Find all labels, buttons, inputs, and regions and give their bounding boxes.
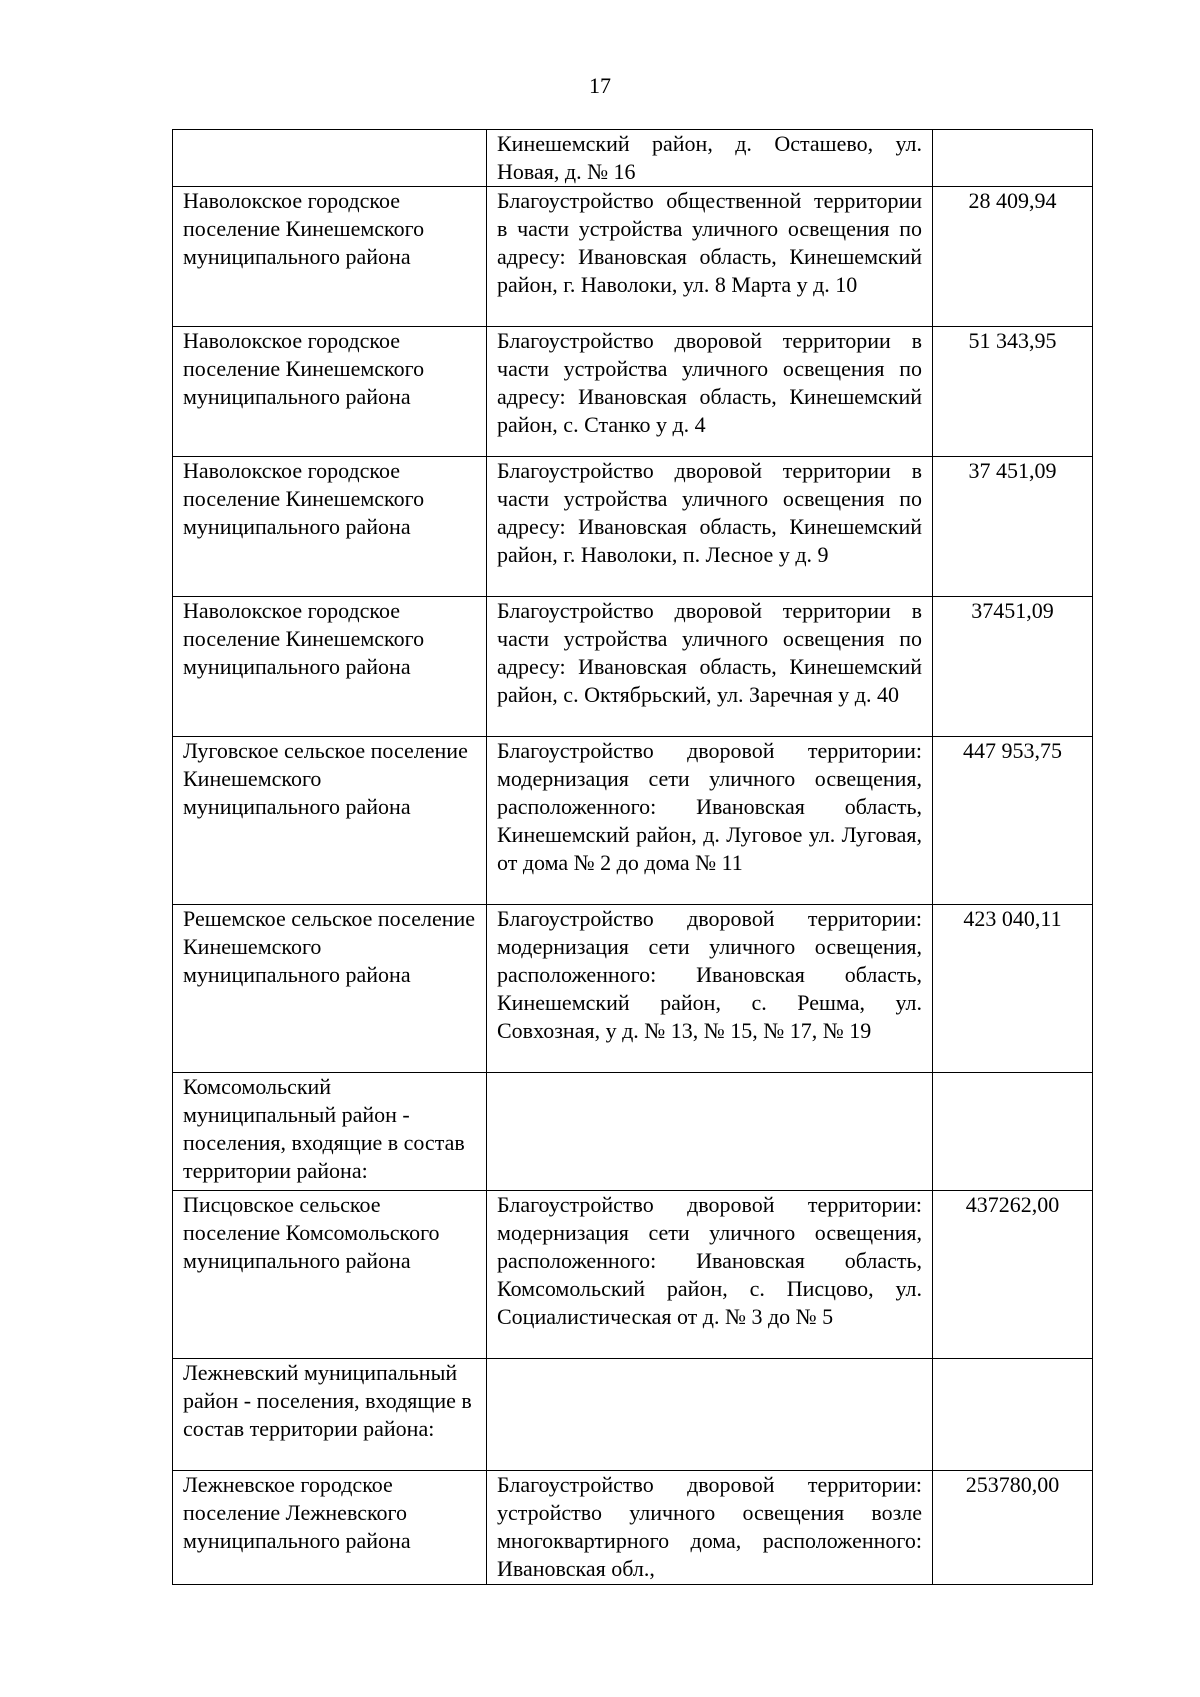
amount-cell: 51 343,95 [933,327,1093,457]
amount-cell: 447 953,75 [933,737,1093,905]
amount-cell: 437262,00 [933,1191,1093,1359]
amount-cell: 28 409,94 [933,187,1093,327]
amount-cell [933,1073,1093,1191]
table-row [173,737,1093,905]
description-cell [487,1073,933,1191]
settlement-cell [173,130,487,187]
amount-cell [933,130,1093,187]
settlement-cell: Писцовское сельское поселение Комсомольского муниципального района [173,1191,487,1359]
table-row [173,1471,1093,1585]
table-row [173,1191,1093,1359]
data-table [172,129,1093,1585]
description-cell: Благоустройство дворовой территории в части устройства уличного освещения по адресу: Ивановская область, Кинешемский район, с. Октябрьский, ул. Заречная у д. 40 [487,597,933,737]
settlement-cell: Луговское сельское поселение Кинешемского муниципального района [173,737,487,905]
table-row [173,905,1093,1073]
settlement-cell: Лежневский муниципальный район - поселения, входящие в состав территории района: [173,1359,487,1471]
description-cell: Благоустройство дворовой территории: модернизация сети уличного освещения, расположенного: Ивановская область, Кинешемский район, д. Луговое ул. Луговая, от дома № 2 до дома № 11 [487,737,933,905]
amount-cell: 423 040,11 [933,905,1093,1073]
description-cell [487,1359,933,1471]
table-row [173,457,1093,597]
table-row [173,597,1093,737]
table-row [173,327,1093,457]
description-cell: Благоустройство дворовой территории: устройство уличного освещения возле многоквартирного дома, расположенного: Ивановская обл., [487,1471,933,1585]
table-row [173,1073,1093,1191]
table-row [173,130,1093,187]
amount-cell [933,1359,1093,1471]
description-cell: Благоустройство дворовой территории: модернизация сети уличного освещения, расположенного: Ивановская область, Кинешемский район, с. Решма, ул. Совхозная, у д. № 13, № 15, № 17, № 19 [487,905,933,1073]
settlement-cell: Лежневское городское поселение Лежневского муниципального района [173,1471,487,1585]
table-row [173,1359,1093,1471]
description-cell: Благоустройство дворовой территории в части устройства уличного освещения по адресу: Ивановская область, Кинешемский район, с. Станко у д. 4 [487,327,933,457]
page-number: 17 [589,73,611,98]
amount-cell: 37451,09 [933,597,1093,737]
amount-cell: 37 451,09 [933,457,1093,597]
settlement-cell: Комсомольский муниципальный район - поселения, входящие в состав территории района: [173,1073,487,1191]
settlement-cell: Решемское сельское поселение Кинешемского муниципального района [173,905,487,1073]
description-cell: Благоустройство дворовой территории в части устройства уличного освещения по адресу: Ивановская область, Кинешемский район, г. Наволоки, п. Лесное у д. 9 [487,457,933,597]
amount-cell: 253780,00 [933,1471,1093,1585]
description-cell: Благоустройство общественной территории в части устройства уличного освещения по адресу: Ивановская область, Кинешемский район, г. Наволоки, ул. 8 Марта у д. 10 [487,187,933,327]
table-row [173,187,1093,327]
description-cell: Благоустройство дворовой территории: модернизация сети уличного освещения, расположенного: Ивановская область, Комсомольский район, с. Писцово, ул. Социалистическая от д. № 3 до № 5 [487,1191,933,1359]
settlement-cell: Наволокское городское поселение Кинешемского муниципального района [173,187,487,327]
description-cell: Кинешемский район, д. Осташево, ул. Новая, д. № 16 [487,130,933,187]
settlement-cell: Наволокское городское поселение Кинешемского муниципального района [173,457,487,597]
settlement-cell: Наволокское городское поселение Кинешемского муниципального района [173,327,487,457]
settlement-cell: Наволокское городское поселение Кинешемского муниципального района [173,597,487,737]
